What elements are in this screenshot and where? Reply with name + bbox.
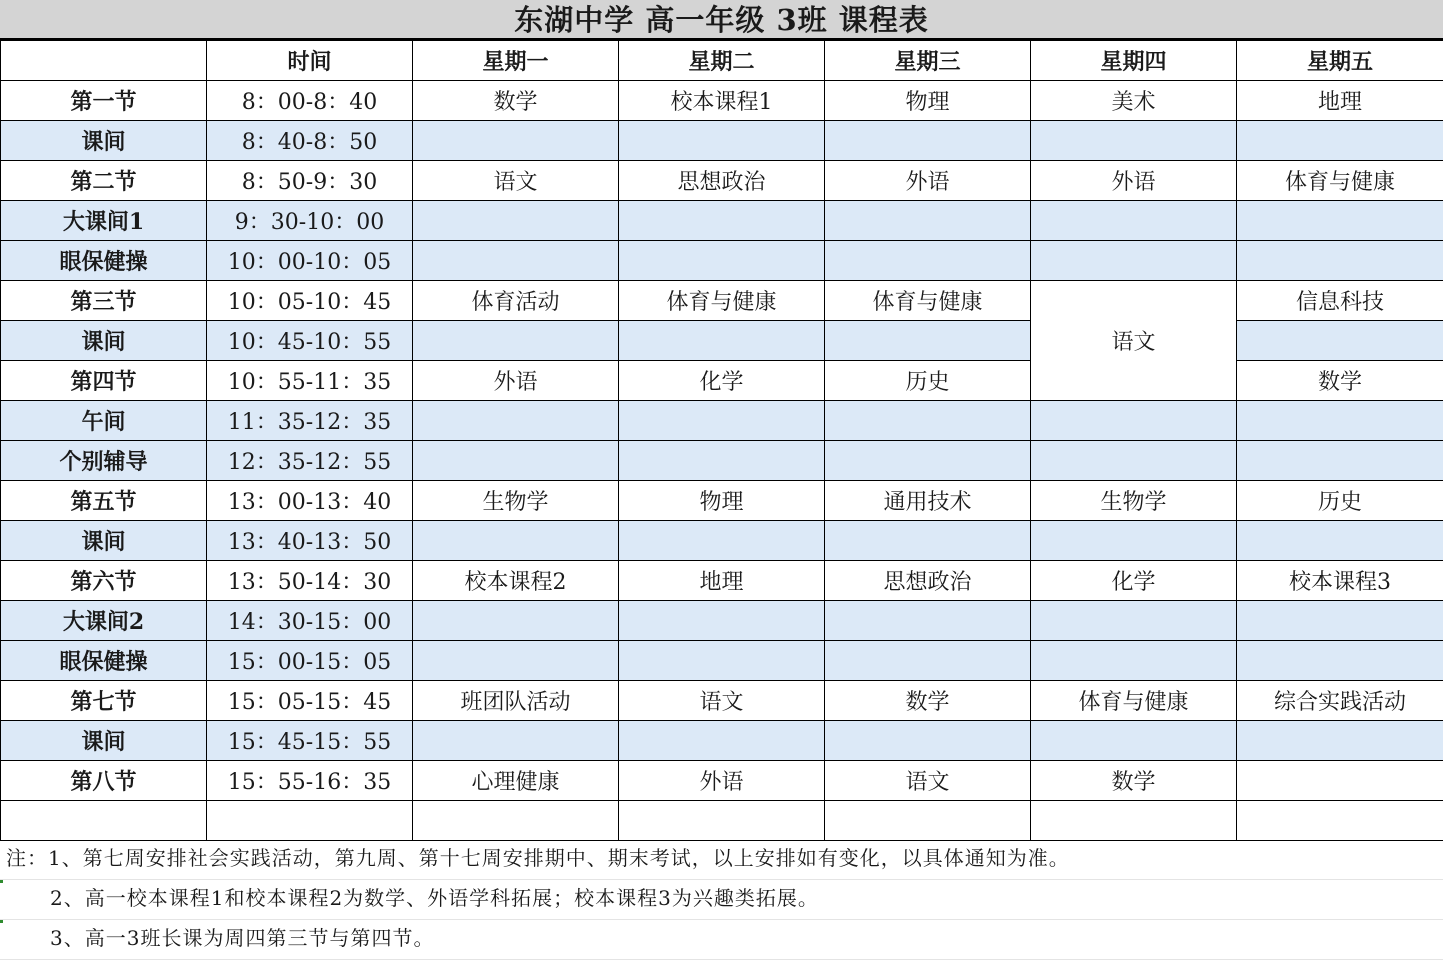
period-label: 第八节 — [1, 761, 207, 801]
course-cell-friday: 历史 — [1237, 481, 1443, 521]
course-cell-friday — [1237, 201, 1443, 241]
note-line: 3、高一3班长课为周四第三节与第四节。 — [0, 920, 1443, 960]
table-row — [1, 401, 1443, 441]
period-label: 第四节 — [1, 361, 207, 401]
header-thursday: 星期四 — [1031, 41, 1237, 81]
course-cell-wednesday: 语文 — [825, 761, 1031, 801]
course-cell-monday — [413, 321, 619, 361]
course-cell-wednesday: 数学 — [825, 681, 1031, 721]
period-time: 15：55-16：35 — [207, 761, 413, 801]
course-cell-friday — [1237, 641, 1443, 681]
course-cell-friday: 综合实践活动 — [1237, 681, 1443, 721]
table-row — [1, 281, 1443, 321]
course-cell-thursday: 体育与健康 — [1031, 681, 1237, 721]
course-cell-monday — [413, 241, 619, 281]
course-cell-monday: 语文 — [413, 161, 619, 201]
table-row — [1, 601, 1443, 641]
period-time: 8：40-8：50 — [207, 121, 413, 161]
course-cell-wednesday — [825, 441, 1031, 481]
period-label: 个别辅导 — [1, 441, 207, 481]
course-cell-wednesday: 体育与健康 — [825, 281, 1031, 321]
course-cell-thursday — [1031, 601, 1237, 641]
table-row — [1, 521, 1443, 561]
header-corner — [1, 41, 207, 81]
period-time: 10：55-11：35 — [207, 361, 413, 401]
course-cell-tuesday — [619, 321, 825, 361]
title-bar — [0, 0, 1443, 40]
course-cell-tuesday: 语文 — [619, 681, 825, 721]
period-time: 13：40-13：50 — [207, 521, 413, 561]
course-cell-tuesday — [619, 201, 825, 241]
course-cell-tuesday — [619, 721, 825, 761]
period-label: 第一节 — [1, 81, 207, 121]
table-row — [1, 481, 1443, 521]
course-cell-wednesday — [825, 321, 1031, 361]
period-label: 课间 — [1, 121, 207, 161]
course-cell-monday: 数学 — [413, 81, 619, 121]
period-label: 第五节 — [1, 481, 207, 521]
course-cell-tuesday — [619, 401, 825, 441]
table-row — [1, 121, 1443, 161]
table-row — [1, 561, 1443, 601]
course-cell-wednesday: 通用技术 — [825, 481, 1031, 521]
course-cell-thursday — [1031, 721, 1237, 761]
course-cell-tuesday: 化学 — [619, 361, 825, 401]
timetable — [0, 40, 1443, 841]
table-row — [1, 441, 1443, 481]
header-friday: 星期五 — [1237, 41, 1443, 81]
course-cell-monday: 体育活动 — [413, 281, 619, 321]
period-label: 课间 — [1, 321, 207, 361]
period-time: 12：35-12：55 — [207, 441, 413, 481]
notes — [0, 840, 1443, 960]
course-cell-tuesday — [619, 241, 825, 281]
course-cell-thursday: 外语 — [1031, 161, 1237, 201]
course-cell-monday: 外语 — [413, 361, 619, 401]
course-cell-friday — [1237, 721, 1443, 761]
course-cell-tuesday: 外语 — [619, 761, 825, 801]
course-cell-friday — [1237, 761, 1443, 801]
course-cell-monday: 校本课程2 — [413, 561, 619, 601]
period-label: 午间 — [1, 401, 207, 441]
period-time: 9：30-10：00 — [207, 201, 413, 241]
course-cell-friday — [1237, 321, 1443, 361]
course-cell-wednesday — [825, 721, 1031, 761]
period-time: 11：35-12：35 — [207, 401, 413, 441]
course-cell-friday — [1237, 601, 1443, 641]
table-row — [1, 681, 1443, 721]
period-label: 第二节 — [1, 161, 207, 201]
period-time: 15：00-15：05 — [207, 641, 413, 681]
period-time: 8：50-9：30 — [207, 161, 413, 201]
course-cell-wednesday — [825, 521, 1031, 561]
period-time: 14：30-15：00 — [207, 601, 413, 641]
course-cell-monday — [413, 721, 619, 761]
course-cell-tuesday: 体育与健康 — [619, 281, 825, 321]
course-cell-wednesday — [825, 201, 1031, 241]
course-cell-wednesday: 思想政治 — [825, 561, 1031, 601]
period-time: 10：45-10：55 — [207, 321, 413, 361]
header-tuesday: 星期二 — [619, 41, 825, 81]
course-cell-friday — [1237, 121, 1443, 161]
period-label: 大课间1 — [1, 201, 207, 241]
course-cell-thursday — [1031, 121, 1237, 161]
course-cell-wednesday — [825, 641, 1031, 681]
course-cell-thursday: 美术 — [1031, 81, 1237, 121]
course-cell-monday — [413, 441, 619, 481]
table-row — [1, 801, 1443, 841]
course-cell-wednesday — [825, 121, 1031, 161]
period-time: 13：00-13：40 — [207, 481, 413, 521]
course-cell-tuesday: 地理 — [619, 561, 825, 601]
course-cell-friday — [1237, 521, 1443, 561]
course-cell-thursday — [1031, 801, 1237, 841]
period-label: 课间 — [1, 521, 207, 561]
course-cell-friday: 信息科技 — [1237, 281, 1443, 321]
course-cell-thursday: 生物学 — [1031, 481, 1237, 521]
course-cell-thursday: 化学 — [1031, 561, 1237, 601]
course-cell-wednesday — [825, 601, 1031, 641]
course-cell-friday: 校本课程3 — [1237, 561, 1443, 601]
course-cell-wednesday: 外语 — [825, 161, 1031, 201]
course-cell-tuesday — [619, 801, 825, 841]
header-monday: 星期一 — [413, 41, 619, 81]
period-label: 眼保健操 — [1, 241, 207, 281]
course-cell-thursday — [1031, 521, 1237, 561]
header-row — [1, 41, 1443, 81]
period-label: 第七节 — [1, 681, 207, 721]
course-cell-monday — [413, 121, 619, 161]
course-cell-monday — [413, 401, 619, 441]
note-line: 2、高一校本课程1和校本课程2为数学、外语学科拓展；校本课程3为兴趣类拓展。 — [0, 880, 1443, 920]
course-cell-friday — [1237, 441, 1443, 481]
table-row — [1, 201, 1443, 241]
course-cell-monday: 班团队活动 — [413, 681, 619, 721]
page-title: 东湖中学 高一年级 3班 课程表 — [514, 3, 929, 37]
period-label: 第三节 — [1, 281, 207, 321]
period-label: 第六节 — [1, 561, 207, 601]
course-cell-wednesday — [825, 801, 1031, 841]
table-row — [1, 761, 1443, 801]
period-label: 大课间2 — [1, 601, 207, 641]
course-cell-wednesday: 历史 — [825, 361, 1031, 401]
table-row — [1, 241, 1443, 281]
course-cell-monday — [413, 521, 619, 561]
course-cell-friday — [1237, 241, 1443, 281]
period-label: 课间 — [1, 721, 207, 761]
header-time: 时间 — [207, 41, 413, 81]
course-cell-monday: 生物学 — [413, 481, 619, 521]
header-wednesday: 星期三 — [825, 41, 1031, 81]
course-cell-monday: 心理健康 — [413, 761, 619, 801]
table-row — [1, 641, 1443, 681]
period-time: 8：00-8：40 — [207, 81, 413, 121]
course-cell-thursday — [1031, 201, 1237, 241]
course-cell-wednesday: 物理 — [825, 81, 1031, 121]
course-cell-monday — [413, 601, 619, 641]
table-row — [1, 161, 1443, 201]
course-cell-tuesday — [619, 641, 825, 681]
course-cell-monday — [413, 641, 619, 681]
course-cell-tuesday: 校本课程1 — [619, 81, 825, 121]
period-time: 13：50-14：30 — [207, 561, 413, 601]
course-cell-monday — [413, 801, 619, 841]
course-cell-friday: 地理 — [1237, 81, 1443, 121]
period-time — [207, 801, 413, 841]
note-line: 注：1、第七周安排社会实践活动，第九周、第十七周安排期中、期末考试，以上安排如有变化，以具体通知为准。 — [0, 840, 1443, 880]
course-cell-thursday — [1031, 641, 1237, 681]
course-cell-friday — [1237, 801, 1443, 841]
period-label — [1, 801, 207, 841]
course-cell-monday — [413, 201, 619, 241]
course-cell-friday — [1237, 401, 1443, 441]
course-cell-friday: 数学 — [1237, 361, 1443, 401]
course-cell-wednesday — [825, 241, 1031, 281]
course-cell-thursday: 数学 — [1031, 761, 1237, 801]
period-time: 10：00-10：05 — [207, 241, 413, 281]
course-cell-thursday — [1031, 401, 1237, 441]
period-time: 15：45-15：55 — [207, 721, 413, 761]
course-cell-tuesday: 物理 — [619, 481, 825, 521]
table-row — [1, 81, 1443, 121]
period-time: 10：05-10：45 — [207, 281, 413, 321]
course-cell-thursday — [1031, 241, 1237, 281]
period-label: 眼保健操 — [1, 641, 207, 681]
table-row — [1, 721, 1443, 761]
course-cell-thursday: 语文 — [1031, 281, 1237, 401]
course-cell-friday: 体育与健康 — [1237, 161, 1443, 201]
course-cell-tuesday — [619, 441, 825, 481]
period-time: 15：05-15：45 — [207, 681, 413, 721]
course-cell-tuesday — [619, 121, 825, 161]
course-cell-tuesday — [619, 521, 825, 561]
course-cell-tuesday — [619, 601, 825, 641]
course-cell-tuesday: 思想政治 — [619, 161, 825, 201]
course-cell-thursday — [1031, 441, 1237, 481]
course-cell-wednesday — [825, 401, 1031, 441]
